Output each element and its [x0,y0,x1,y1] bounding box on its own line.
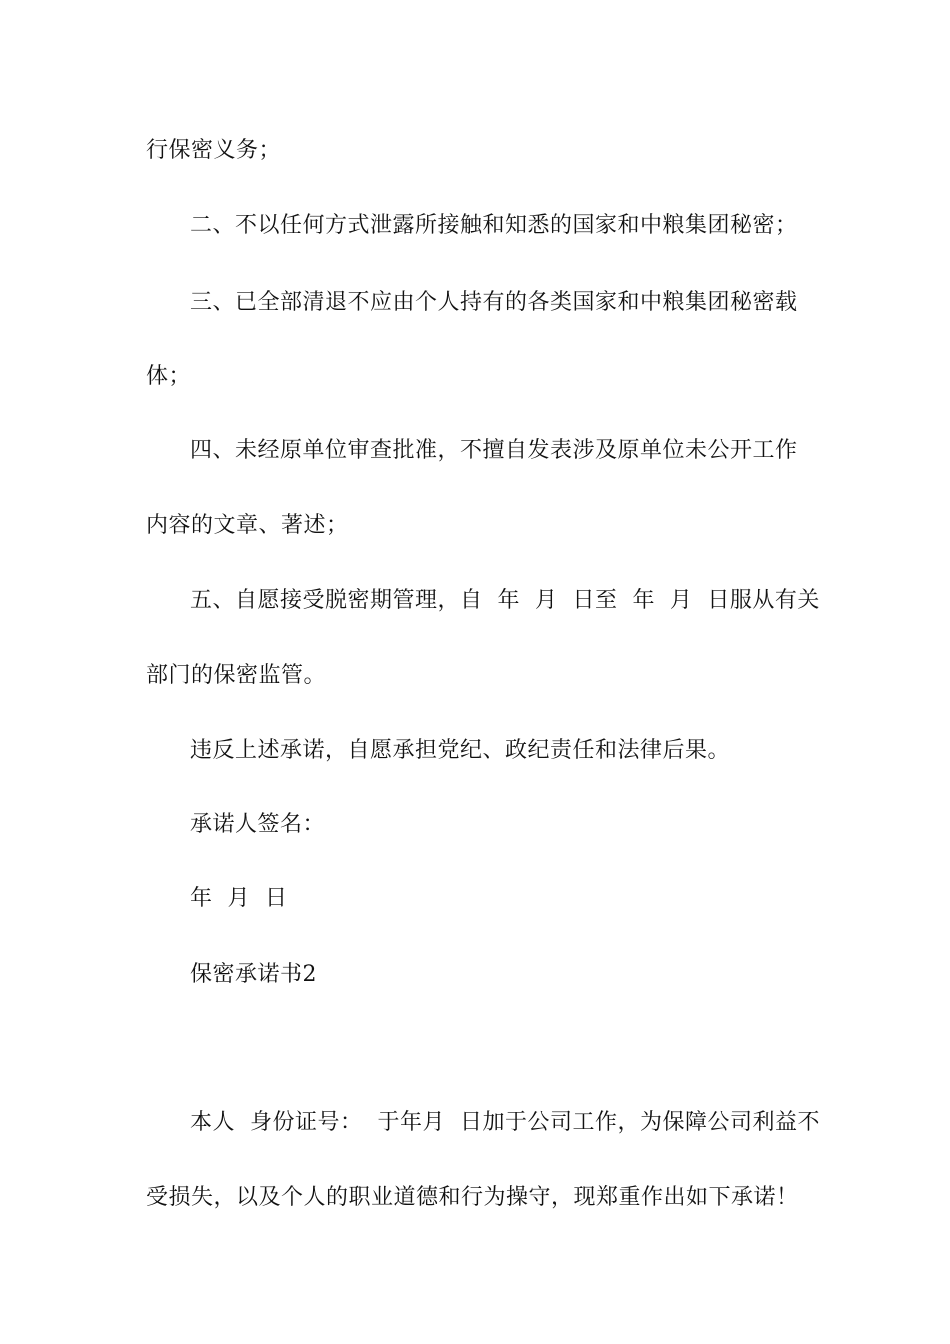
text-line: 本人 身份证号： 于年月 日加于公司工作，为保障公司利益不 [190,1110,820,1135]
date-line: 年 月 日 [190,886,288,911]
section-title: 保密承诺书2 [190,962,317,987]
text-line: 五、自愿接受脱密期管理，自 年 月 日至 年 月 日服从有关 [190,588,820,613]
signature-label: 承诺人签名： [190,812,326,837]
text-line: 部门的保密监管。 [146,663,327,688]
text-line: 行保密义务； [146,138,282,163]
text-line: 三、已全部清退不应由个人持有的各类国家和中粮集团秘密载 [190,290,798,315]
text-line: 受损失，以及个人的职业道德和行为操守，现郑重作出如下承诺！ [146,1185,799,1210]
text-line: 二、不以任何方式泄露所接触和知悉的国家和中粮集团秘密； [190,213,798,238]
text-line: 四、未经原单位审查批准，不擅自发表涉及原单位未公开工作 [190,438,798,463]
text-line: 体； [146,364,192,389]
text-line: 内容的文章、著述； [146,513,349,538]
text-line: 违反上述承诺，自愿承担党纪、政纪责任和法律后果。 [190,738,731,763]
